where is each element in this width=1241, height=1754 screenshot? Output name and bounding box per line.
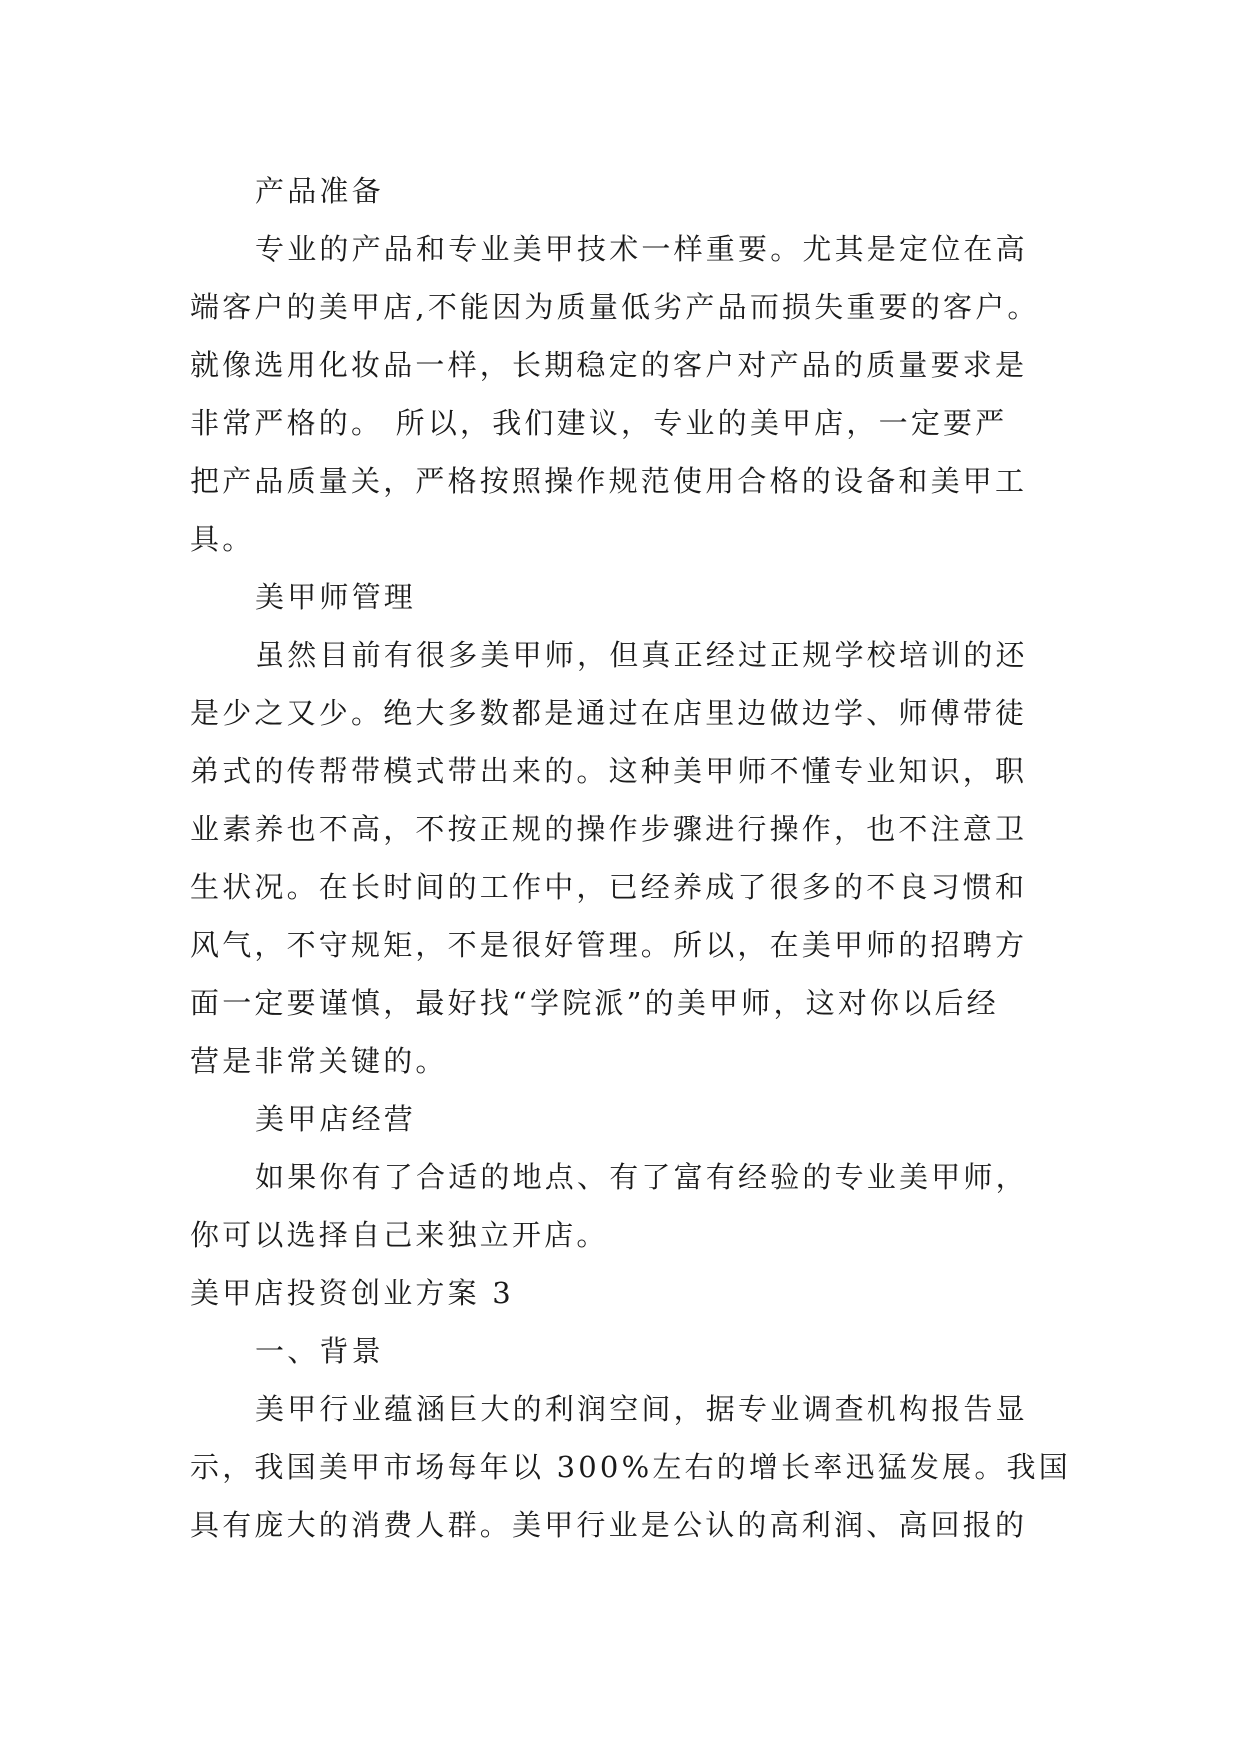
paragraph-para-background (190, 1380, 1081, 1554)
heading-heading-product-prep (190, 162, 1081, 220)
heading-heading-store-operation (190, 1090, 1081, 1148)
paragraph-line: 就像选用化妆品一样，长期稳定的客户对产品的质量要求是 (190, 348, 1028, 382)
paragraph-line: 美甲行业蕴涵巨大的利润空间，据专业调查机构报告显 (255, 1392, 1028, 1426)
heading-text: 美甲店经营 (255, 1102, 417, 1136)
heading-text: 产品准备 (255, 174, 384, 208)
paragraph-line: 营是非常关键的。 (190, 1044, 448, 1078)
paragraph-line: 业素养也不高，不按正规的操作步骤进行操作，也不注意卫 (190, 812, 1028, 846)
heading-text: 美甲师管理 (255, 580, 417, 614)
paragraph-line: 面一定要谨慎，最好找“学院派”的美甲师，这对你以后经 (190, 986, 999, 1020)
paragraph-line: 弟式的传帮带模式带出来的。这种美甲师不懂专业知识，职 (190, 754, 1028, 788)
paragraph-line: 把产品质量关，严格按照操作规范使用合格的设备和美甲工 (190, 464, 1028, 498)
title-text: 美甲店投资创业方案 3 (190, 1276, 514, 1310)
heading-heading-background (190, 1322, 1081, 1380)
paragraph-line: 示，我国美甲市场每年以 300%左右的增长率迅猛发展。我国 (190, 1450, 1071, 1484)
paragraph-line: 专业的产品和专业美甲技术一样重要。尤其是定位在高 (255, 232, 1028, 266)
paragraph-line: 具。 (190, 522, 255, 556)
paragraph-line: 端客户的美甲店,不能因为质量低劣产品而损失重要的客户。 (190, 290, 1040, 324)
paragraph-para-product (190, 220, 1081, 568)
heading-text: 一、背景 (255, 1334, 384, 1368)
paragraph-para-technician (190, 626, 1081, 1090)
paragraph-para-operation (190, 1148, 1081, 1264)
heading-heading-technician-mgmt (190, 568, 1081, 626)
paragraph-line: 风气，不守规矩，不是很好管理。所以，在美甲师的招聘方 (190, 928, 1028, 962)
paragraph-line: 是少之又少。绝大多数都是通过在店里边做边学、师傅带徒 (190, 696, 1028, 730)
paragraph-line: 生状况。在长时间的工作中，已经养成了很多的不良习惯和 (190, 870, 1028, 904)
paragraph-line: 虽然目前有很多美甲师，但真正经过正规学校培训的还 (255, 638, 1028, 672)
paragraph-line: 你可以选择自己来独立开店。 (190, 1218, 609, 1252)
paragraph-line: 如果你有了合适的地点、有了富有经验的专业美甲师， (255, 1160, 1028, 1194)
paragraph-line: 非常严格的。 所以，我们建议，专业的美甲店，一定要严 (190, 406, 1008, 440)
paragraph-line: 具有庞大的消费人群。美甲行业是公认的高利润、高回报的 (190, 1508, 1028, 1542)
title-title-plan-3 (190, 1264, 1081, 1322)
